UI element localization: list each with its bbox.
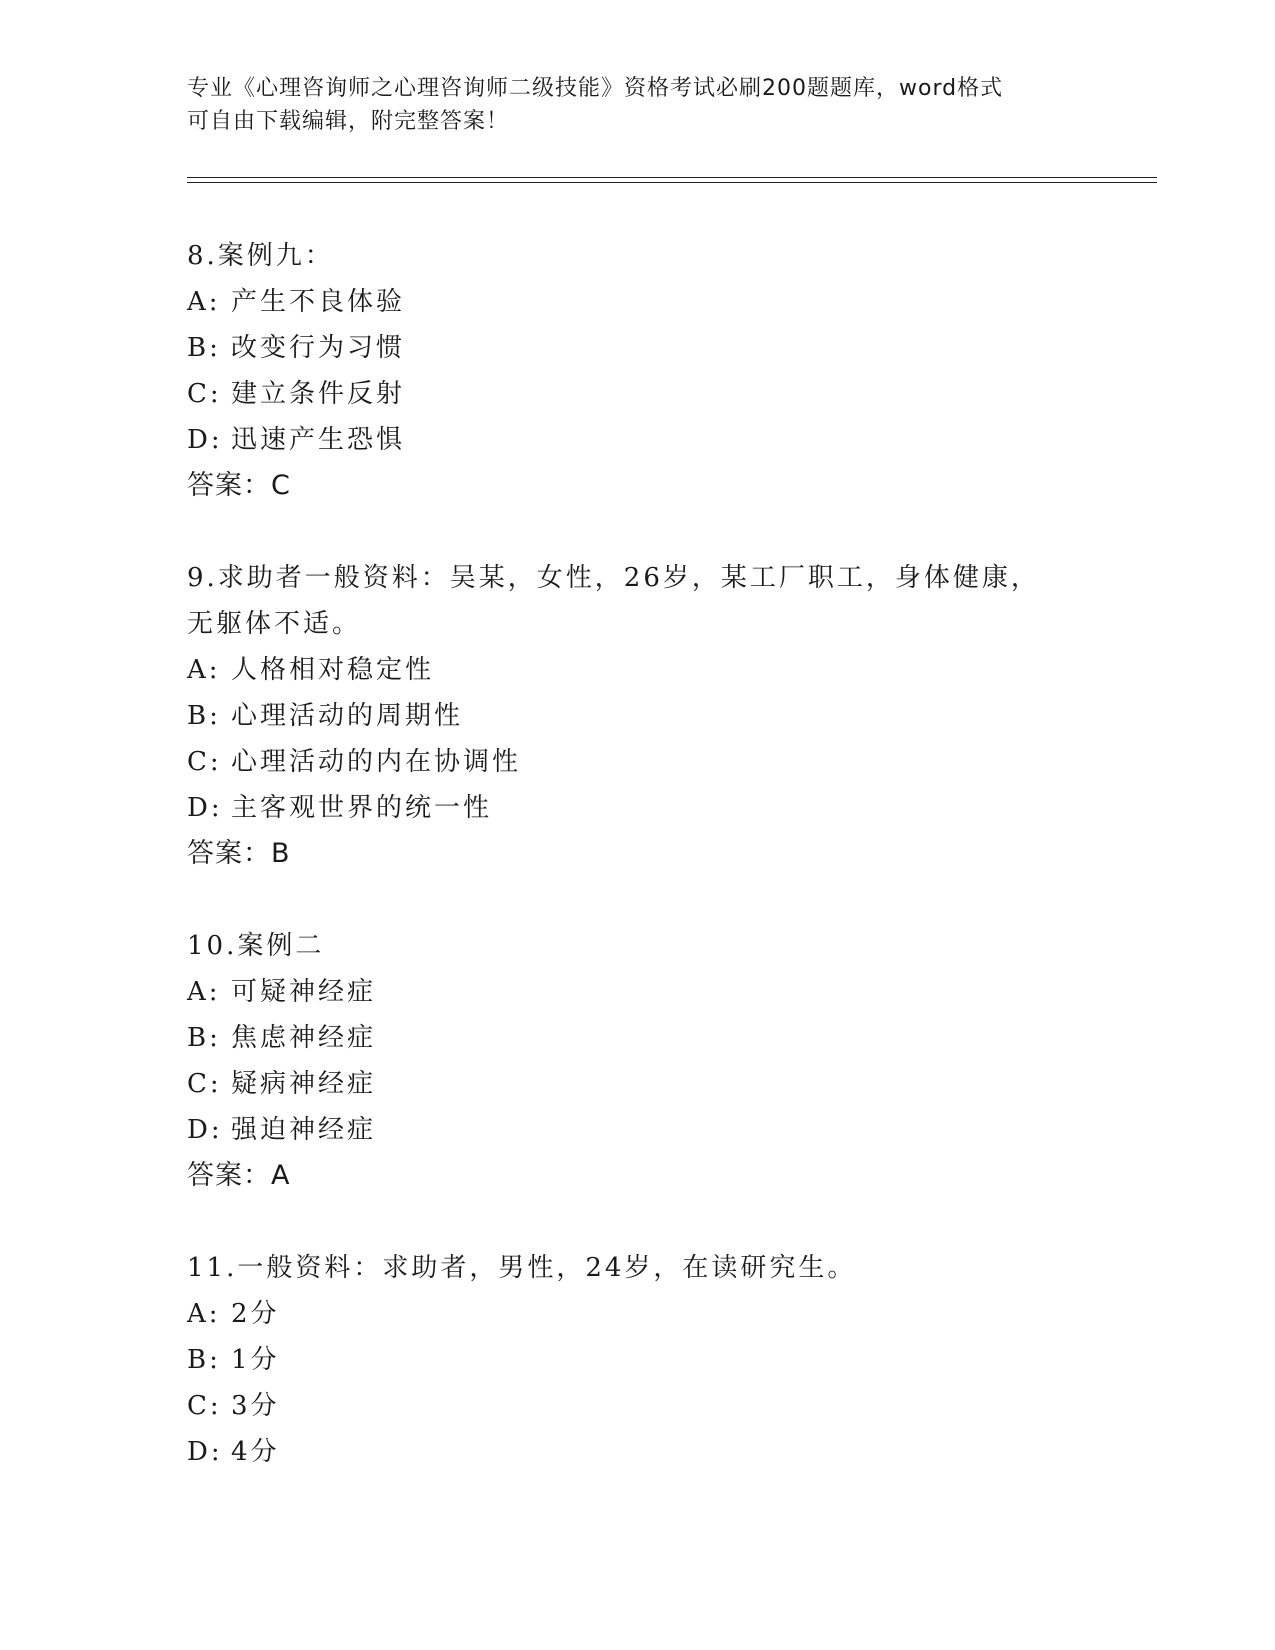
option-b <box>187 325 1087 371</box>
header-rule-top <box>187 177 1157 178</box>
option-text: 产生不良体验 <box>231 287 406 317</box>
option-d <box>187 1429 1087 1475</box>
option-letter: C: <box>187 747 222 777</box>
option-letter: D: <box>187 425 223 455</box>
option-text: 改变行为习惯 <box>231 333 406 363</box>
option-text: 迅速产生恐惧 <box>231 425 406 455</box>
question-10 <box>187 923 1087 1199</box>
option-letter: B: <box>187 1023 221 1053</box>
header-rule-bottom <box>187 182 1157 183</box>
option-text: 人格相对稳定性 <box>231 655 435 685</box>
document-header <box>187 72 1067 138</box>
question-8 <box>187 233 1087 509</box>
option-letter: B: <box>187 1345 221 1375</box>
option-letter: B: <box>187 333 221 363</box>
question-list <box>187 233 1087 1521</box>
option-d <box>187 1107 1087 1153</box>
question-11 <box>187 1245 1087 1475</box>
option-letter: A: <box>187 287 221 317</box>
option-a <box>187 969 1087 1015</box>
option-a <box>187 279 1087 325</box>
answer-line: 答案：C <box>187 470 291 501</box>
option-text: 3分 <box>231 1391 280 1421</box>
option-c <box>187 739 1087 785</box>
header-line-1: 专业《心理咨询师之心理咨询师二级技能》资格考试必刷200题题库，word格式 <box>187 76 1004 101</box>
option-letter: A: <box>187 1299 221 1329</box>
option-d <box>187 785 1087 831</box>
option-c <box>187 1383 1087 1429</box>
option-c <box>187 371 1087 417</box>
option-text: 强迫神经症 <box>231 1115 377 1145</box>
option-c <box>187 1061 1087 1107</box>
option-letter: B: <box>187 701 221 731</box>
option-text: 心理活动的周期性 <box>231 701 464 731</box>
question-stem: 8.案例九： <box>187 241 334 271</box>
answer-line: 答案：B <box>187 838 291 869</box>
option-a <box>187 1291 1087 1337</box>
option-letter: D: <box>187 793 223 823</box>
option-text: 可疑神经症 <box>231 977 377 1007</box>
answer-line: 答案：A <box>187 1160 291 1191</box>
question-stem: 11.一般资料：求助者，男性，24岁，在读研究生。 <box>187 1253 857 1283</box>
option-text: 心理活动的内在协调性 <box>231 747 522 777</box>
option-b <box>187 693 1087 739</box>
option-d <box>187 417 1087 463</box>
option-b <box>187 1015 1087 1061</box>
option-letter: D: <box>187 1115 223 1145</box>
option-b <box>187 1337 1087 1383</box>
option-text: 4分 <box>231 1437 280 1467</box>
option-letter: A: <box>187 655 221 685</box>
option-letter: D: <box>187 1437 223 1467</box>
question-stem: 9.求助者一般资料：吴某，女性，26岁，某工厂职工，身体健康，无躯体不适。 <box>187 563 1040 639</box>
option-text: 焦虑神经症 <box>231 1023 377 1053</box>
option-a <box>187 647 1087 693</box>
option-letter: C: <box>187 1391 222 1421</box>
option-letter: C: <box>187 1069 222 1099</box>
option-letter: A: <box>187 977 221 1007</box>
option-text: 1分 <box>231 1345 280 1375</box>
option-text: 疑病神经症 <box>231 1069 377 1099</box>
header-line-2: 可自由下载编辑，附完整答案！ <box>187 109 510 134</box>
question-9 <box>187 555 1087 877</box>
question-stem: 10.案例二 <box>187 931 325 961</box>
option-text: 主客观世界的统一性 <box>231 793 493 823</box>
option-text: 2分 <box>231 1299 280 1329</box>
option-letter: C: <box>187 379 222 409</box>
option-text: 建立条件反射 <box>231 379 406 409</box>
